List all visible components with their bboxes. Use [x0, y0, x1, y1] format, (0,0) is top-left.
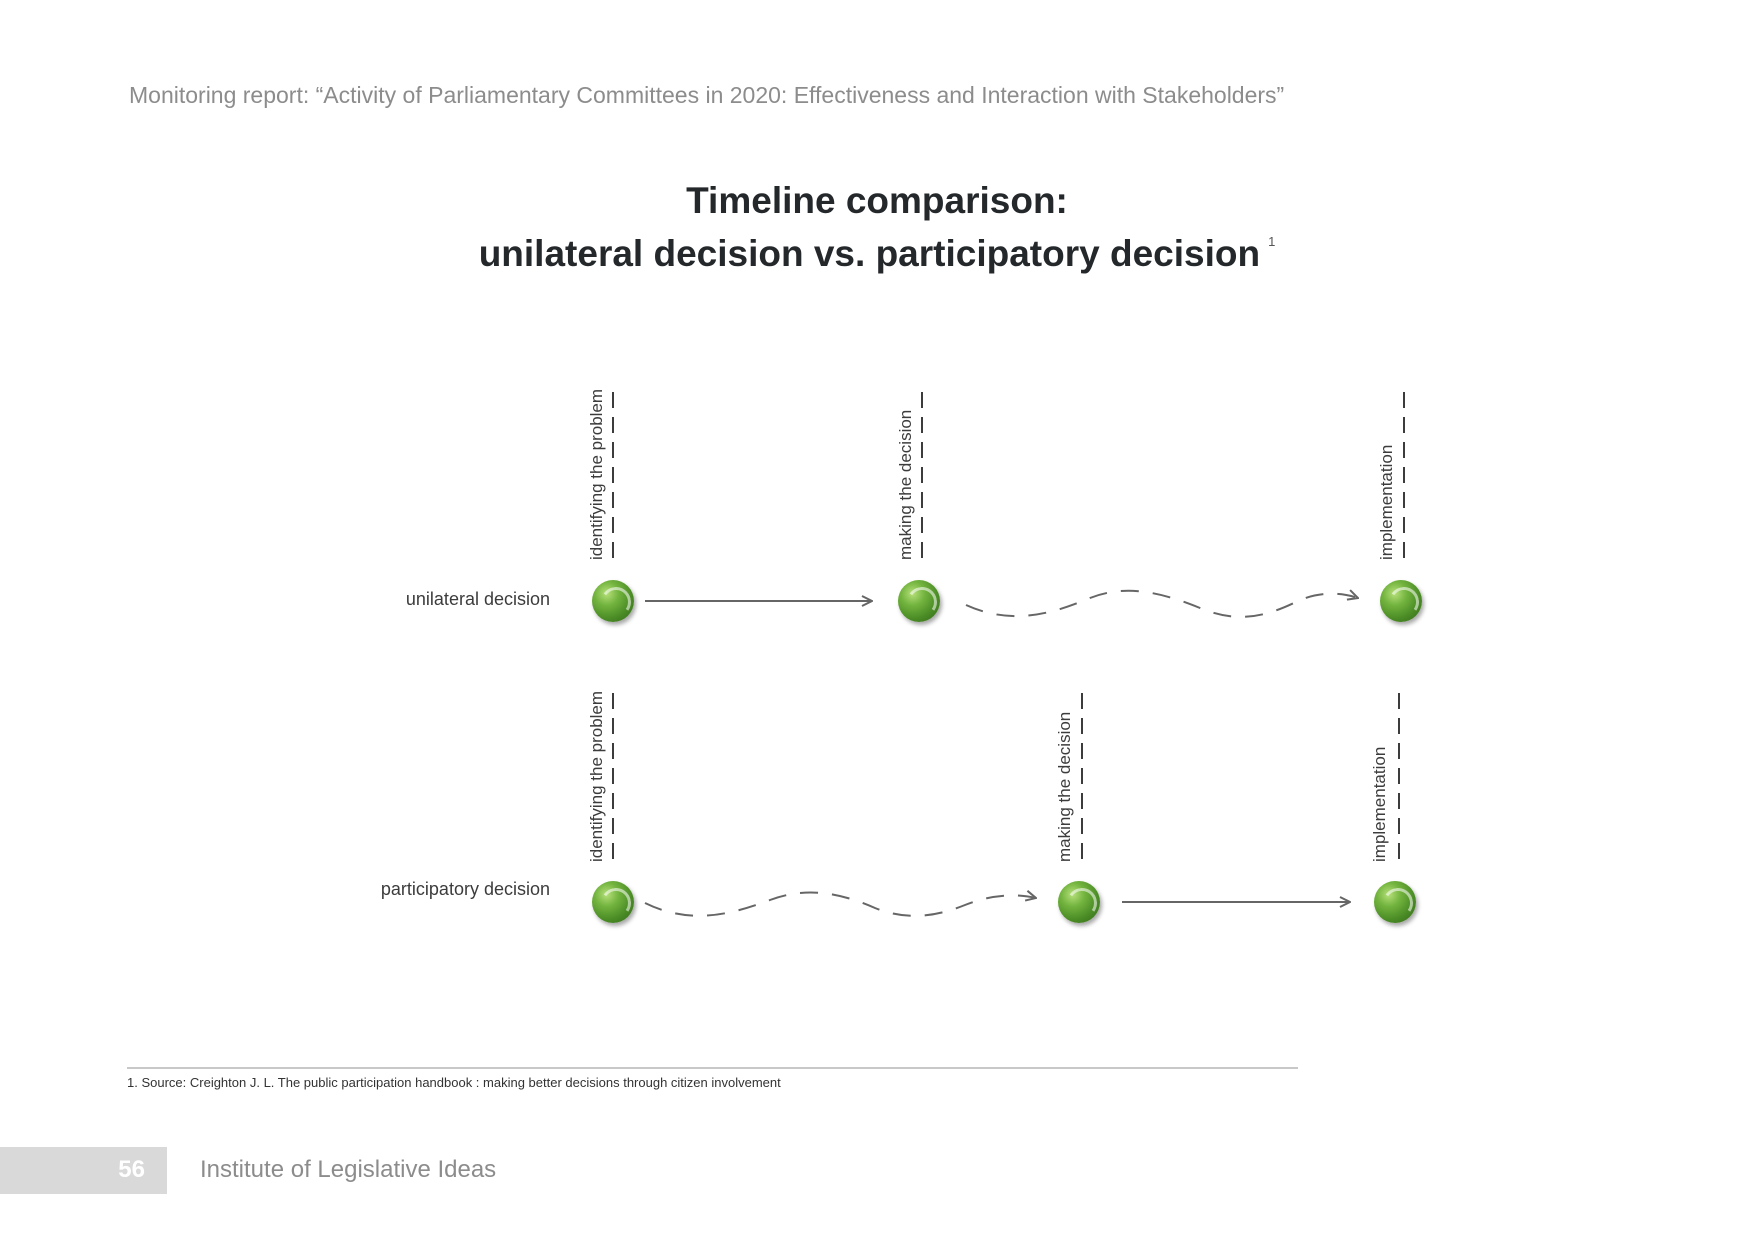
footnote-marker: 1 — [1268, 234, 1276, 249]
stage-label-participatory-identify: identifying the problem — [587, 690, 606, 862]
row-label-unilateral: unilateral decision — [405, 589, 550, 609]
connector-unilateral-wavy-arrow — [966, 591, 1358, 617]
page-number: 56 — [118, 1156, 145, 1183]
node-unilateral-implement — [1380, 580, 1422, 622]
title-line-2-text: unilateral decision vs. participatory decision — [478, 233, 1261, 274]
node-unilateral-decide — [898, 580, 940, 622]
stage-label-participatory-decide: making the decision — [1055, 711, 1074, 862]
title-line-1: Timeline comparison: — [686, 180, 1068, 221]
stage-label-unilateral-implement: implementation — [1377, 444, 1396, 560]
footnote-source: 1. Source: Creighton J. L. The public participation handbook : making better decisions through citizen involvement — [127, 1075, 781, 1090]
connector-participatory-wavy-arrow — [645, 892, 1036, 915]
node-participatory-identify — [592, 881, 634, 923]
node-unilateral-identify — [592, 580, 634, 622]
node-participatory-decide — [1058, 881, 1100, 923]
stage-label-unilateral-identify: identifying the problem — [587, 388, 606, 560]
stage-label-unilateral-decide: making the decision — [896, 409, 915, 560]
row-label-participatory: participatory decision — [380, 879, 550, 899]
node-participatory-implement — [1374, 881, 1416, 923]
running-header: Monitoring report: “Activity of Parliamentary Committees in 2020: Effectiveness and Interaction with Stakeholders” — [129, 82, 1285, 108]
page-number-box — [0, 1147, 167, 1194]
footer-organization: Institute of Legislative Ideas — [200, 1156, 497, 1183]
footnote-divider — [127, 1067, 1298, 1069]
stage-label-participatory-implement: implementation — [1370, 746, 1389, 862]
